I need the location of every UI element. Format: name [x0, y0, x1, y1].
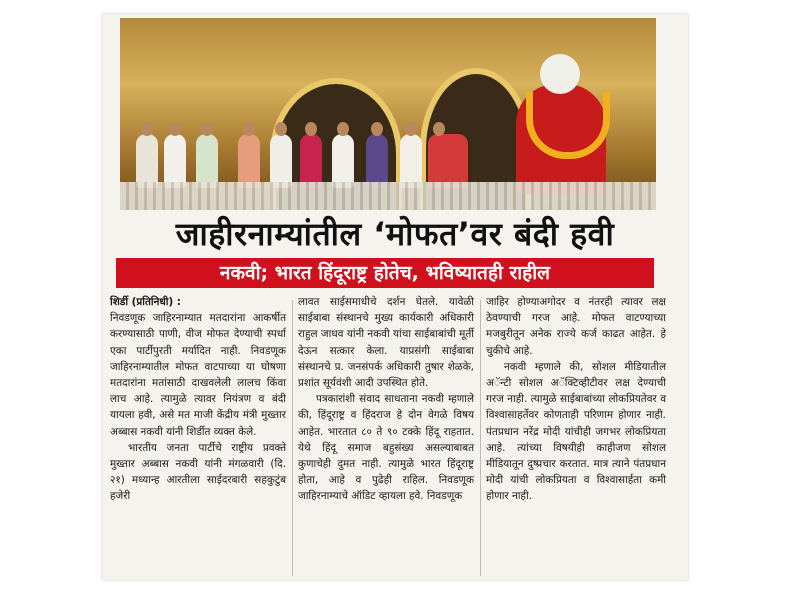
article-column-1: [110, 294, 286, 505]
column-divider: [480, 300, 481, 576]
subheadline: नकवी; भारत हिंदूराष्ट्र होतेच, भविष्यातही राहील: [116, 258, 654, 288]
newspaper-clipping: [102, 14, 688, 580]
article-paragraph: लावत साईसमाधीचे दर्शन घेतले. यावेळी साईबाबा संस्थानचे मुख्य कार्यकारी अधिकारी राहुल जाधव यांनी नकवी यांचा साईबाबांची मूर्ती देऊन सत्कार केला. याप्रसंगी साईबाबा संस्थानचे प्र. जनसंपर्क अधिकारी तुषार शेळके, प्रशांत सूर्यवंशी आदी उपस्थित होते.: [298, 296, 474, 390]
railing: [120, 182, 656, 210]
headline: जाहीरनाम्यांतील ‘मोफत’वर बंदी हवी: [175, 215, 615, 253]
column-divider: [292, 300, 293, 576]
dateline: शिर्डी (प्रतिनिधी) :: [110, 296, 181, 308]
article-column-2: [298, 294, 474, 505]
people-group: [120, 118, 656, 188]
article-paragraph: भारतीय जनता पार्टीचे राष्ट्रीय प्रवक्ते मुख्तार अब्बास नकवी यांनी मंगळवारी (दि. २१) मध्यान्ह आरतीला साईदरबारी सहकुटुंब हजेरी: [110, 441, 286, 503]
article-column-3: [486, 294, 666, 505]
article-body: [110, 294, 670, 580]
article-paragraph: जाहिर होण्याअगोदर व नंतरही त्यावर लक्ष ठेवण्याची गरज आहे. मोफत वाटण्याच्या मजबुरीतून अनेक राज्ये कर्ज काढत आहेत. हे चुकीचे आहे.: [486, 296, 666, 357]
article-paragraph: पत्रकारांशी संवाद साधताना नकवी म्हणाले की, हिंदूराष्ट्र व हिंदराज हे दोन वेगळे विषय आहेत. भारतात ८० ते ९० टक्के हिंदू राहतात. येथे हिंदू समाज बहुसंख्य असल्याबाबत कुणाचेही दुमत नाही. त्यामुळे भारत हिंदूराष्ट्र होता, आहे व पुढेही राहिल. निवडणूक जाहिरनाम्याचे ऑडिट व्हायला हवे. निवडणूक: [298, 393, 474, 503]
article-paragraph: नकवी म्हणाले की, सोशल मीडियातील अॅन्टी सोशल अॅक्टिव्हीटीवर लक्ष देण्याची गरज नाही. त्यामुळे साईबाबांच्या लोकप्रियतेवर व विश्वासाहर्तेवर कोणताही परिणाम होणार नाही. पंतप्रधान नरेंद्र मोदी यांचीही जगभर लोकप्रियता आहे. त्यांच्या विषयीही काहीजण सोशल मीडियातून दुष्प्रचार करतात. मात्र त्याने पंतप्रधान मोदी यांची लोकप्रियता व विश्वासार्हता कमी होणार नाही.: [486, 360, 666, 503]
article-paragraph: निवडणूक जाहिरनाम्यात मतदारांना आकर्षीत करण्यासाठी पाणी, वीज मोफत देण्याची स्पर्धा एका पार्टीपुरती मर्यादित नाही. निवडणूक जाहिरनाम्यातील मोफत वाटपाच्या या घोषणा मतदारांना मतांसाठी दाखवलेली लालच किंवा लाच आहे. त्यामुळे त्यावर नियंत्रण व बंदी यायला हवी, असे मत माजी केंद्रीय मंत्री मुख्तार अब्बास नकवी यांनी शिर्डीत व्यक्त केले.: [110, 312, 286, 438]
news-photo: [120, 18, 656, 210]
